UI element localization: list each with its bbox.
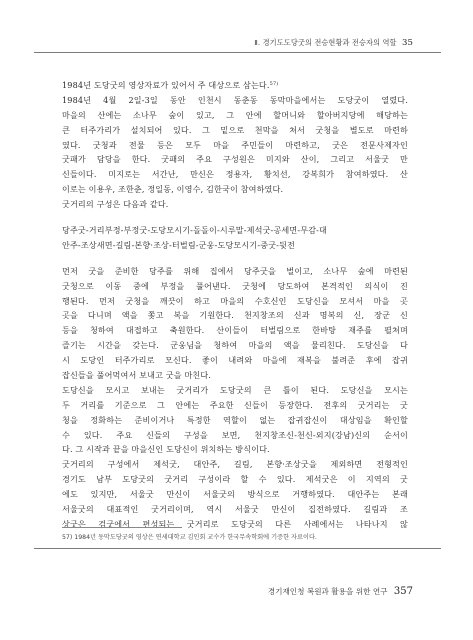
running-header-page-number: 35 — [401, 38, 413, 48]
footnote-rule — [62, 527, 182, 528]
text-line: 1984년 4월 2일-3일 동안 인천시 동춘동 동막마을에서는 도당굿이 열렸다. — [62, 94, 408, 105]
running-footer — [268, 586, 413, 597]
text-line: 상굿은 검굿에서 편성되는 굿거리로 도당굿의 다른 사례에서는 나타나지 않 — [62, 518, 408, 529]
text-line: 경기도 남부 도당굿의 굿거리 구성이라 할 수 있다. 제석굿은 이 지역의 굿 — [62, 474, 408, 485]
text-line: 안주-조상새면-길림-본향·조상-터벌림-군웅-도당모시기-중굿-뒷전 — [62, 239, 295, 250]
text-line: 마을의 산에는 소나무 숲이 있고, 그 안에 할머니와 할아버지당에 해당하는 — [62, 109, 408, 120]
text-line: 수 있다. 주요 신들의 구성을 보면, 천지창조신-천신-외지(강남)신의 순서이 — [62, 429, 408, 440]
running-header — [254, 38, 413, 48]
text-line: 두 거리를 기준으로 그 안에는 주요한 신들이 등장한다. 전후의 굿거리는 굿 — [62, 399, 408, 410]
text-line: 즐기는 시간을 갖는다. 군웅님을 청하여 마을의 액을 물리친다. 도당신을 다 — [62, 340, 408, 351]
text-line: 먼저 굿을 준비한 당주를 위해 집에서 당주굿을 벌이고, 소나무 숲에 마련된 — [62, 265, 408, 276]
header-rule — [34, 52, 441, 53]
text-line: 청을 정화하는 준비이거나 특정한 역할이 없는 잡귀잡신이 대상임을 확인할 — [62, 414, 408, 425]
paragraph-source-note — [62, 78, 408, 212]
text-line: 이로는 이용우, 조한춘, 정일동, 이영수, 김한국이 참여하였다. — [62, 184, 284, 195]
text-line: 큰 터주가리가 설치되어 있다. 그 밑으로 천막을 쳐서 굿청을 별도로 마련하 — [62, 124, 408, 135]
text-line: 당주굿-거리부정-부정굿-도당모시기-돌돌이-시루말-제석굿-공세면-무감-대 — [62, 225, 328, 236]
running-footer-page-number: 357 — [393, 586, 413, 597]
footnote-marker: 57) — [269, 81, 279, 87]
text-line: 잡신들을 풀어먹여서 보내고 굿을 마친다. — [62, 370, 212, 381]
text-line: 굿거리의 구성에서 제석굿, 대안주, 길림, 본향·조상굿을 제외하면 전형적인 — [62, 459, 408, 470]
ritual-sequence — [62, 223, 408, 253]
text-line: 에도 있지만, 서울굿 만신이 서울굿의 방식으로 거행하였다. 대안주는 본래 — [62, 489, 408, 500]
body-text — [62, 78, 408, 532]
text-line: 다. 그 시작과 끝을 마을신인 도당신이 위치하는 방식이다. — [62, 444, 270, 455]
text-line: 서울굿의 대표적인 굿거리이며, 역시 서울굿 만신이 집전하였다. 길림과 조 — [62, 504, 408, 515]
text-line: 등을 청하여 대접하고 축원한다. 산이들이 터벌림으로 한바탕 재주를 펼쳐며 — [62, 325, 408, 336]
text-line: 신들이다. 미지로는 서간난, 만신은 정용자, 황치선, 강복희가 참여하였다. 산 — [62, 169, 408, 180]
text-line: 행된다. 먼저 굿청을 깨끗이 하고 마을의 수호신인 도당신을 모셔서 마을 곳 — [62, 295, 408, 306]
running-header-title: Ⅱ. 경기도도당굿의 전승현황과 전승자의 역할 — [254, 38, 397, 47]
footnote: 57) 1984년 동막도당굿의 영상은 연세대학교 김인회 교수가 한국무속학회에 기증한 자료이다. — [62, 534, 317, 541]
text-line: 도당신을 모시고 보내는 굿거리가 도당굿의 큰 틀이 된다. 도당신을 모시는 — [62, 384, 408, 395]
text-line: 시 도당인 터주가리로 모신다. 좋이 내려와 마을에 재복을 불려준 후에 잡귀 — [62, 355, 408, 366]
text-line — [62, 78, 408, 93]
running-footer-title: 경기재인청 복원과 활용을 위한 연구 — [267, 587, 388, 596]
text-line: 였다. 굿청과 전물 등은 모두 마을 주민들이 마련하고, 굿은 전문사제자인 — [62, 139, 408, 150]
text-line: 곳을 다니며 액을 쫓고 복을 기원한다. 천지창조의 신과 명복의 신, 장군 신 — [62, 310, 408, 321]
line-text: 1984년 도당굿의 영상자료가 있어서 주 대상으로 삼는다. — [62, 80, 270, 90]
footer-rule — [34, 548, 441, 549]
text-line: 굿청으로 이동 중에 부정을 풀어낸다. 굿청에 당도하여 본격적인 의식이 진 — [62, 280, 408, 291]
text-line: 굿패가 담당을 한다. 굿패의 주요 구성원은 미지와 산이, 그리고 서울굿 만 — [62, 154, 408, 165]
text-line: 굿거리의 구성은 다음과 같다. — [62, 199, 169, 210]
paragraph-ritual-description — [62, 264, 408, 532]
